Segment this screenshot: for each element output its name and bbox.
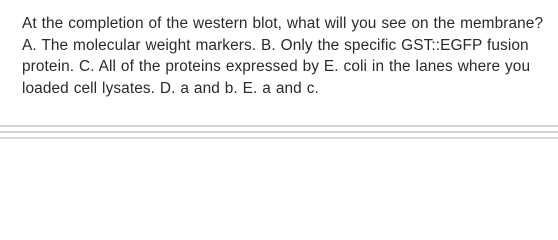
divider [0, 131, 558, 133]
divider [0, 137, 558, 139]
divider [0, 125, 558, 127]
question-text: At the completion of the western blot, what will you see on the membrane? A. The molecular weight markers. B. Only the specific GST::EGFP fusion protein. C. All of the proteins expressed by E. coli in the lanes where you loaded cell lysates. D. a and b. E. a and c. [22, 15, 544, 97]
